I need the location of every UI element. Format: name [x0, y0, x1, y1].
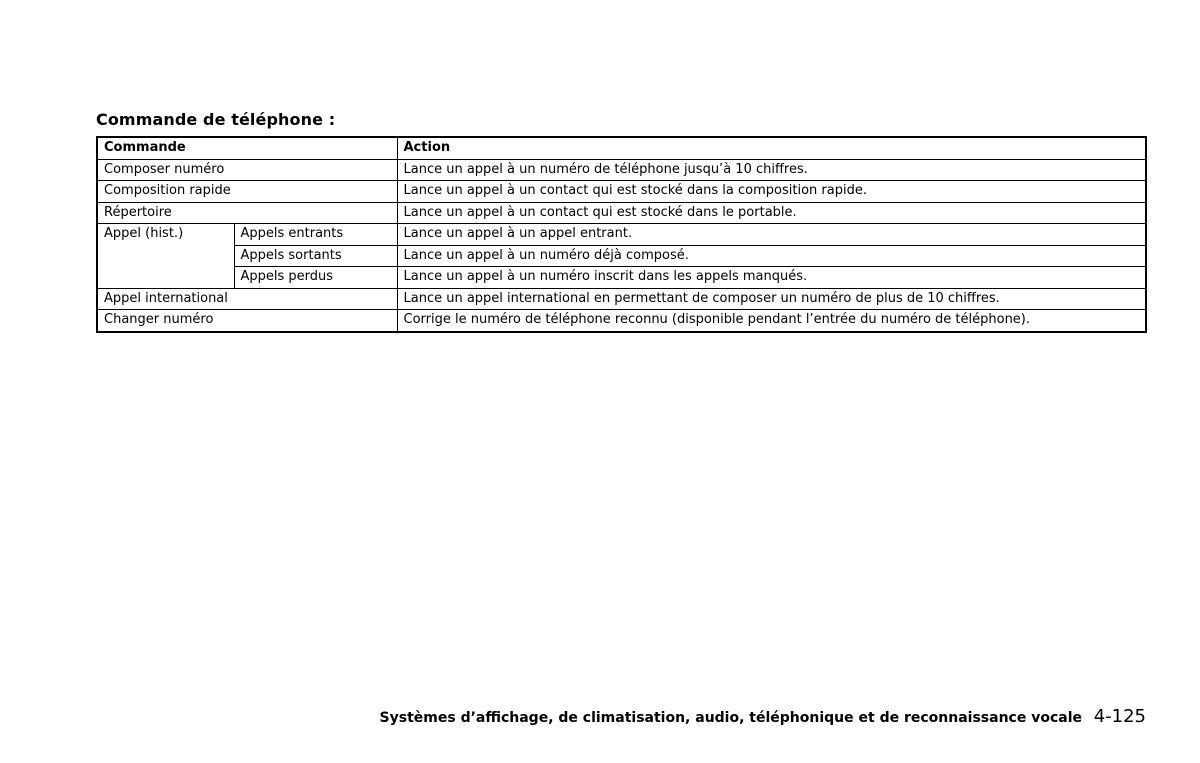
history-sub-cell: Appels perdus	[234, 267, 397, 289]
table-row	[97, 224, 1146, 246]
command-cell: Composition rapide	[97, 181, 397, 203]
action-cell: Lance un appel à un contact qui est stocké dans le portable.	[397, 202, 1146, 224]
header-action: Action	[397, 137, 1146, 159]
command-cell: Appel international	[97, 288, 397, 310]
action-cell: Lance un appel à un numéro de téléphone jusqu’à 10 chiffres.	[397, 159, 1146, 181]
table-row	[97, 159, 1146, 181]
chapter-title: Systèmes d’affichage, de climatisation, audio, téléphonique et de reconnaissance vocale	[379, 710, 1082, 726]
table-row	[97, 181, 1146, 203]
history-sub-cell: Appels sortants	[234, 245, 397, 267]
action-cell: Corrige le numéro de téléphone reconnu (disponible pendant l’entrée du numéro de téléphone).	[397, 310, 1146, 332]
table-row	[97, 202, 1146, 224]
phone-command-table	[96, 136, 1147, 333]
action-cell: Lance un appel à un numéro déjà composé.	[397, 245, 1146, 267]
table-row	[97, 310, 1146, 332]
table-header-row	[97, 137, 1146, 159]
history-sub-cell: Appels entrants	[234, 224, 397, 246]
history-command-cell: Appel (hist.)	[97, 224, 234, 289]
header-command: Commande	[97, 137, 397, 159]
table-row	[97, 245, 1146, 267]
page-number: 4-125	[1093, 706, 1146, 727]
table-row	[97, 288, 1146, 310]
command-cell: Changer numéro	[97, 310, 397, 332]
command-cell: Composer numéro	[97, 159, 397, 181]
action-cell: Lance un appel international en permettant de composer un numéro de plus de 10 chiffres.	[397, 288, 1146, 310]
table-row	[97, 267, 1146, 289]
command-cell: Répertoire	[97, 202, 397, 224]
action-cell: Lance un appel à un numéro inscrit dans les appels manqués.	[397, 267, 1146, 289]
action-cell: Lance un appel à un contact qui est stocké dans la composition rapide.	[397, 181, 1146, 203]
section-title: Commande de téléphone :	[96, 110, 336, 129]
action-cell: Lance un appel à un appel entrant.	[397, 224, 1146, 246]
